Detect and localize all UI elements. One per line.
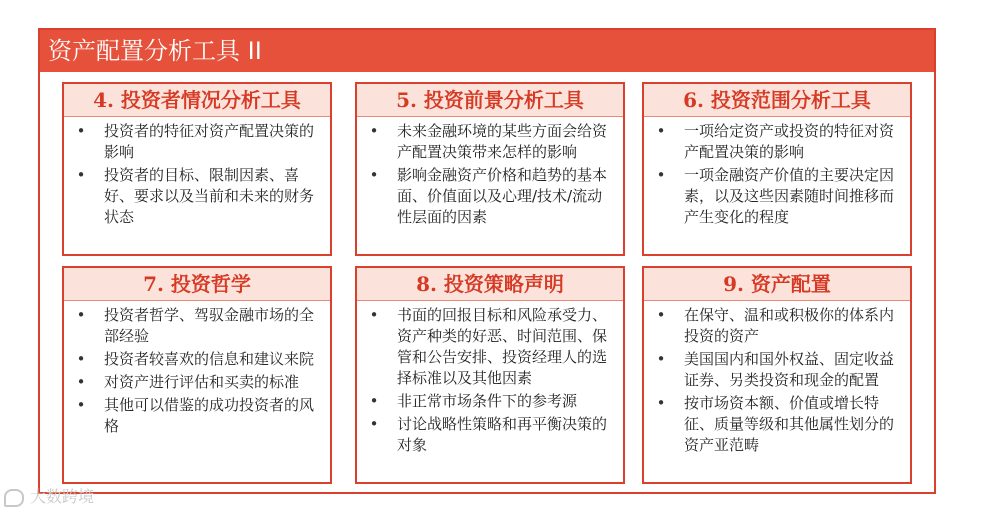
bullet-icon: •	[369, 306, 379, 324]
card-title: 4. 投资者情况分析工具	[64, 84, 330, 117]
list-item	[654, 165, 904, 228]
list-item-text: 投资者较喜欢的信息和建议来院	[104, 350, 315, 368]
card-scope-analysis	[642, 82, 912, 256]
list-item	[367, 414, 617, 456]
bullet-icon: •	[656, 122, 666, 140]
list-item	[654, 121, 904, 163]
bullet-icon: •	[656, 166, 666, 184]
list-item	[367, 391, 617, 412]
list-item	[367, 305, 617, 389]
list-item-text: 投资者的特征对资产配置决策的影响	[104, 122, 315, 161]
list-item-text: 书面的回报目标和风险承受力、资产种类的好恶、时间范围、保管和公告安排、投资经理人的选择标准以及其他因素	[397, 306, 608, 387]
bullet-list	[64, 117, 330, 228]
list-item-text: 未来金融环境的某些方面会给资产配置决策带来怎样的影响	[397, 122, 608, 161]
list-item-text: 对资产进行评估和买卖的标准	[104, 373, 300, 391]
list-item	[74, 395, 324, 437]
list-item	[367, 121, 617, 163]
list-item-text: 影响金融资产价格和趋势的基本面、价值面以及心理/技术/流动性层面的因素	[397, 166, 608, 226]
card-asset-allocation	[642, 266, 912, 484]
bullet-list	[644, 301, 910, 456]
card-title: 8. 投资策略声明	[357, 268, 623, 301]
bullet-icon: •	[76, 122, 86, 140]
list-item-text: 投资者的目标、限制因素、喜好、要求以及当前和未来的财务状态	[104, 166, 315, 226]
list-item-text: 按市场资本额、价值或增长特征、质量等级和其他属性划分的资产亚范畴	[684, 394, 895, 454]
list-item	[74, 121, 324, 163]
list-item	[367, 165, 617, 228]
bullet-icon: •	[76, 373, 86, 391]
list-item-text: 一项金融资产价值的主要决定因素，以及这些因素随时间推移而产生变化的程度	[684, 166, 895, 226]
bullet-icon: •	[656, 306, 666, 324]
card-title: 7. 投资哲学	[64, 268, 330, 301]
list-item-text: 一项给定资产或投资的特征对资产配置决策的影响	[684, 122, 895, 161]
list-item	[654, 393, 904, 456]
bullet-list	[357, 301, 623, 456]
list-item	[74, 372, 324, 393]
bullet-icon: •	[369, 122, 379, 140]
list-item	[654, 349, 904, 391]
bullet-list	[644, 117, 910, 228]
bullet-icon: •	[656, 350, 666, 368]
bullet-list	[357, 117, 623, 228]
card-title: 5. 投资前景分析工具	[357, 84, 623, 117]
card-investment-philosophy	[62, 266, 332, 484]
list-item-text: 讨论战略性策略和再平衡决策的对象	[397, 415, 608, 454]
list-item	[74, 165, 324, 228]
card-outlook-analysis	[355, 82, 625, 256]
list-item-text: 非正常市场条件下的参考源	[397, 392, 578, 410]
page-title: 资产配置分析工具 II	[40, 30, 934, 72]
bullet-icon: •	[369, 392, 379, 410]
list-item-text: 投资者哲学、驾驭金融市场的全部经验	[104, 306, 315, 345]
list-item	[74, 349, 324, 370]
list-item	[654, 305, 904, 347]
card-title: 9. 资产配置	[644, 268, 910, 301]
list-item-text: 美国国内和国外权益、固定收益证券、另类投资和现金的配置	[684, 350, 895, 389]
bullet-icon: •	[369, 415, 379, 433]
list-item-text: 在保守、温和或积极你的体系内投资的资产	[684, 306, 895, 345]
bullet-icon: •	[369, 166, 379, 184]
chat-bubble-icon	[4, 489, 24, 507]
watermark	[4, 484, 94, 507]
card-title: 6. 投资范围分析工具	[644, 84, 910, 117]
bullet-icon: •	[76, 350, 86, 368]
bullet-icon: •	[76, 396, 86, 414]
bullet-icon: •	[656, 394, 666, 412]
card-policy-statement	[355, 266, 625, 484]
bullet-icon: •	[76, 166, 86, 184]
watermark-text: 大数跨境	[30, 487, 95, 506]
list-item-text: 其他可以借鉴的成功投资者的风格	[104, 396, 315, 435]
bullet-list	[64, 301, 330, 437]
bullet-icon: •	[76, 306, 86, 324]
card-investor-analysis	[62, 82, 332, 256]
list-item	[74, 305, 324, 347]
